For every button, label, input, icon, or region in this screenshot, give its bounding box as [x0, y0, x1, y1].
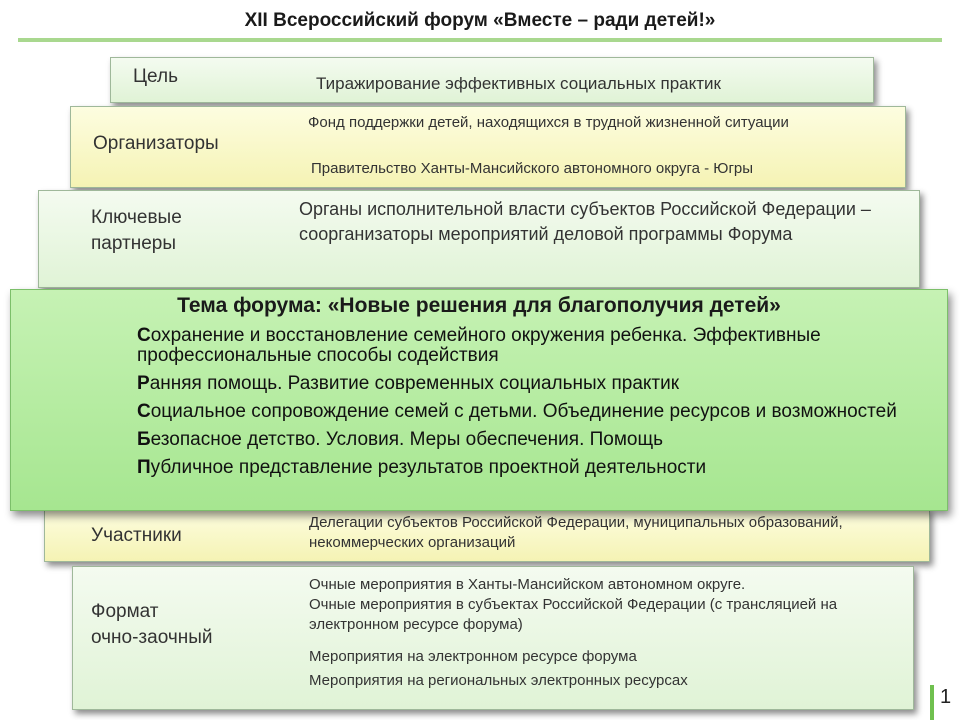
theme-item-initial: Р [137, 373, 150, 394]
theme-list [137, 326, 937, 486]
theme-item-initial: П [137, 457, 151, 478]
page-title: XII Всероссийский форум «Вместе – ради детей!» [244, 10, 716, 31]
goal-label: Цель [133, 66, 178, 87]
goal-text: Тиражирование эффективных социальных практик [316, 74, 721, 93]
theme-item [137, 430, 937, 450]
organizer-item: Правительство Ханты-Мансийского автономного округа - Югры [311, 160, 754, 177]
partners-text: Органы исполнительной власти субъектов Российской Федерации – соорганизаторы мероприятий деловой программы Форума [299, 199, 871, 244]
participants-text: Делегации субъектов Российской Федерации, муниципальных образований, некоммерческих организаций [309, 514, 843, 551]
format-item: Очные мероприятия в субъектах Российской Федерации (с трансляцией на электронном ресурсе форума) [309, 596, 838, 633]
organizer-item: Фонд поддержки детей, находящихся в трудной жизненной ситуации [308, 114, 789, 131]
theme-item [137, 374, 937, 394]
organizers-label: Организаторы [93, 133, 219, 154]
theme-item [137, 326, 937, 366]
theme-item-initial: С [137, 401, 151, 422]
theme-item-text: анняя помощь. Развитие современных социальных практик [149, 373, 680, 394]
theme-item-text: охранение и восстановление семейного окружения ребенка. Эффективные профессиональные способы содействия [137, 325, 821, 366]
goal-block [110, 57, 874, 103]
format-item: Очные мероприятия в Ханты-Мансийском автономном округе. [309, 576, 746, 593]
theme-item-text: оциальное сопровождение семей с детьми. Объединение ресурсов и возможностей [150, 401, 897, 422]
participants-block [44, 508, 930, 562]
format-item: Мероприятия на электронном ресурсе форума [309, 648, 637, 665]
participants-label: Участники [91, 525, 182, 546]
partners-block [38, 190, 920, 288]
theme-item [137, 458, 937, 478]
partners-label-line2: партнеры [91, 233, 176, 254]
theme-item-initial: С [137, 325, 151, 346]
theme-title: Тема форума: «Новые решения для благополучия детей» [177, 294, 781, 317]
format-label-line1: Формат [91, 601, 159, 622]
page-number: 1 [940, 686, 952, 708]
theme-item-text: езопасное детство. Условия. Меры обеспечения. Помощь [150, 429, 664, 450]
page-number-bar [930, 685, 934, 720]
format-item: Мероприятия на региональных электронных ресурсах [309, 672, 688, 689]
theme-item [137, 402, 937, 422]
theme-item-text: убличное представление результатов проектной деятельности [150, 457, 707, 478]
organizers-block [70, 106, 906, 188]
format-block [72, 566, 914, 710]
format-label-line2: очно-заочный [91, 627, 213, 648]
partners-label-line1: Ключевые [91, 207, 182, 228]
theme-item-initial: Б [137, 429, 151, 450]
theme-block [10, 289, 948, 511]
title-divider [18, 38, 942, 42]
